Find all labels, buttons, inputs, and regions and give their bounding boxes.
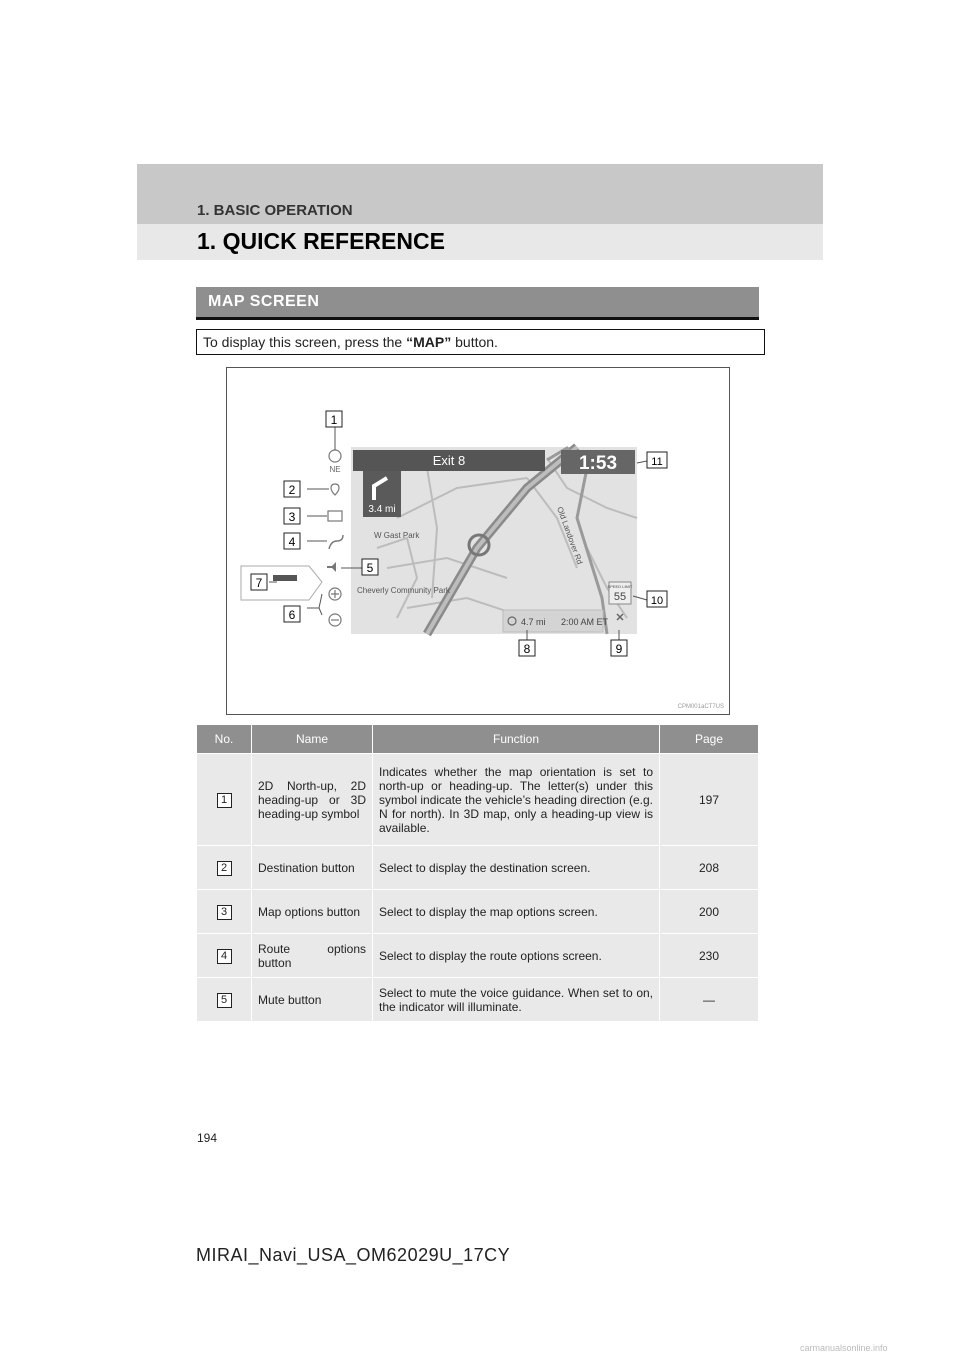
callout-9 [611, 640, 627, 656]
svg-text:11: 11 [651, 456, 663, 468]
instruction-box [196, 329, 765, 355]
callout-11 [647, 452, 667, 468]
row-number: 5 [217, 993, 232, 1008]
callout-1 [326, 411, 342, 427]
header-page: Page [660, 725, 759, 754]
map-screen-subhead [196, 287, 759, 320]
exit-label: Exit 8 [432, 453, 466, 468]
trip-eta: 2:00 AM ET [561, 617, 609, 627]
callout-2 [284, 481, 300, 497]
row-page: 208 [660, 846, 759, 890]
svg-text:8: 8 [523, 642, 531, 656]
header-no: No. [197, 725, 252, 754]
row-page: 197 [660, 754, 759, 846]
mute-speaker-icon [327, 562, 336, 572]
svg-text:7: 7 [255, 576, 263, 590]
row-function: Indicates whether the map orientation is set to north-up or heading-up. The letter(s) under this symbol indicate the vehicle’s heading direction (e.g. N for north). In 3D map, only a heading-up view is available. [373, 754, 660, 846]
trip-distance: 4.7 mi [521, 617, 546, 627]
row-name: Route options button [252, 934, 373, 978]
subhead-label: MAP SCREEN [208, 293, 320, 310]
row-page: 230 [660, 934, 759, 978]
scale-bar [273, 575, 297, 581]
row-function: Select to mute the voice guidance. When set to on, the indicator will illuminate. [373, 978, 660, 1022]
row-name: 2D North-up, 2D heading-up or 3D heading-up symbol [252, 754, 373, 846]
row-name: Map options button [252, 890, 373, 934]
page-number: 194 [197, 1131, 218, 1145]
svg-text:3: 3 [288, 510, 296, 524]
callout-7 [251, 574, 267, 590]
row-number: 4 [217, 949, 232, 964]
svg-text:2: 2 [288, 483, 296, 497]
row-number: 2 [217, 861, 232, 876]
footer-code: MIRAI_Navi_USA_OM62029U_17CY [196, 1245, 511, 1265]
callout-10 [647, 591, 667, 607]
clock-text: 1:53 [578, 453, 618, 474]
table-row [197, 978, 759, 1022]
map-options-icon [328, 511, 342, 521]
map-illustration [227, 368, 729, 714]
map-screen-figure [226, 367, 730, 715]
callout-6 [284, 606, 300, 622]
place-label-1: W Gast Park [374, 531, 420, 540]
svg-text:1: 1 [330, 413, 338, 427]
row-function: Select to display the route options screen. [373, 934, 660, 978]
header-name: Name [252, 725, 373, 754]
table-row [197, 890, 759, 934]
svg-text:10: 10 [650, 595, 664, 607]
section-label: 1. BASIC OPERATION [197, 202, 353, 219]
page-header [137, 164, 823, 260]
callout-4 [284, 533, 300, 549]
row-name: Destination button [252, 846, 373, 890]
instruction-suffix: button. [451, 334, 498, 350]
instruction-key: “MAP” [406, 334, 452, 350]
row-number: 3 [217, 905, 232, 920]
row-number: 1 [217, 793, 232, 808]
instruction-prefix: To display this screen, press the [203, 334, 407, 350]
header-function: Function [373, 725, 660, 754]
turn-distance: 3.4 mi [368, 504, 396, 515]
compass-heading: NE [329, 465, 341, 474]
table-row [197, 934, 759, 978]
speed-limit-label: SPEED LIMIT [607, 584, 633, 589]
callout-8 [519, 640, 535, 656]
watermark: carmanualsonline.info [800, 1343, 888, 1353]
place-label-2: Cheverly Community Park [357, 586, 450, 595]
row-page: — [660, 978, 759, 1022]
road-label: Old Landover Rd [555, 505, 585, 566]
svg-text:9: 9 [615, 642, 623, 656]
table-row [197, 846, 759, 890]
row-function: Select to display the destination screen. [373, 846, 660, 890]
svg-text:6: 6 [288, 608, 296, 622]
speed-limit-value: 55 [613, 591, 627, 603]
route-options-icon [329, 535, 343, 549]
callout-5 [362, 559, 378, 575]
svg-text:5: 5 [366, 561, 374, 575]
table-row [197, 754, 759, 846]
svg-text:4: 4 [288, 535, 296, 549]
header-band [137, 164, 823, 224]
row-name: Mute button [252, 978, 373, 1022]
page-title: 1. QUICK REFERENCE [197, 228, 445, 254]
compass-icon [329, 450, 341, 462]
destination-pin-icon [331, 484, 339, 495]
row-page: 200 [660, 890, 759, 934]
callout-3 [284, 508, 300, 524]
reference-table [196, 724, 759, 1022]
table-header-row [197, 725, 759, 754]
figure-code: CPM001aCT7US [677, 704, 724, 710]
row-function: Select to display the map options screen. [373, 890, 660, 934]
